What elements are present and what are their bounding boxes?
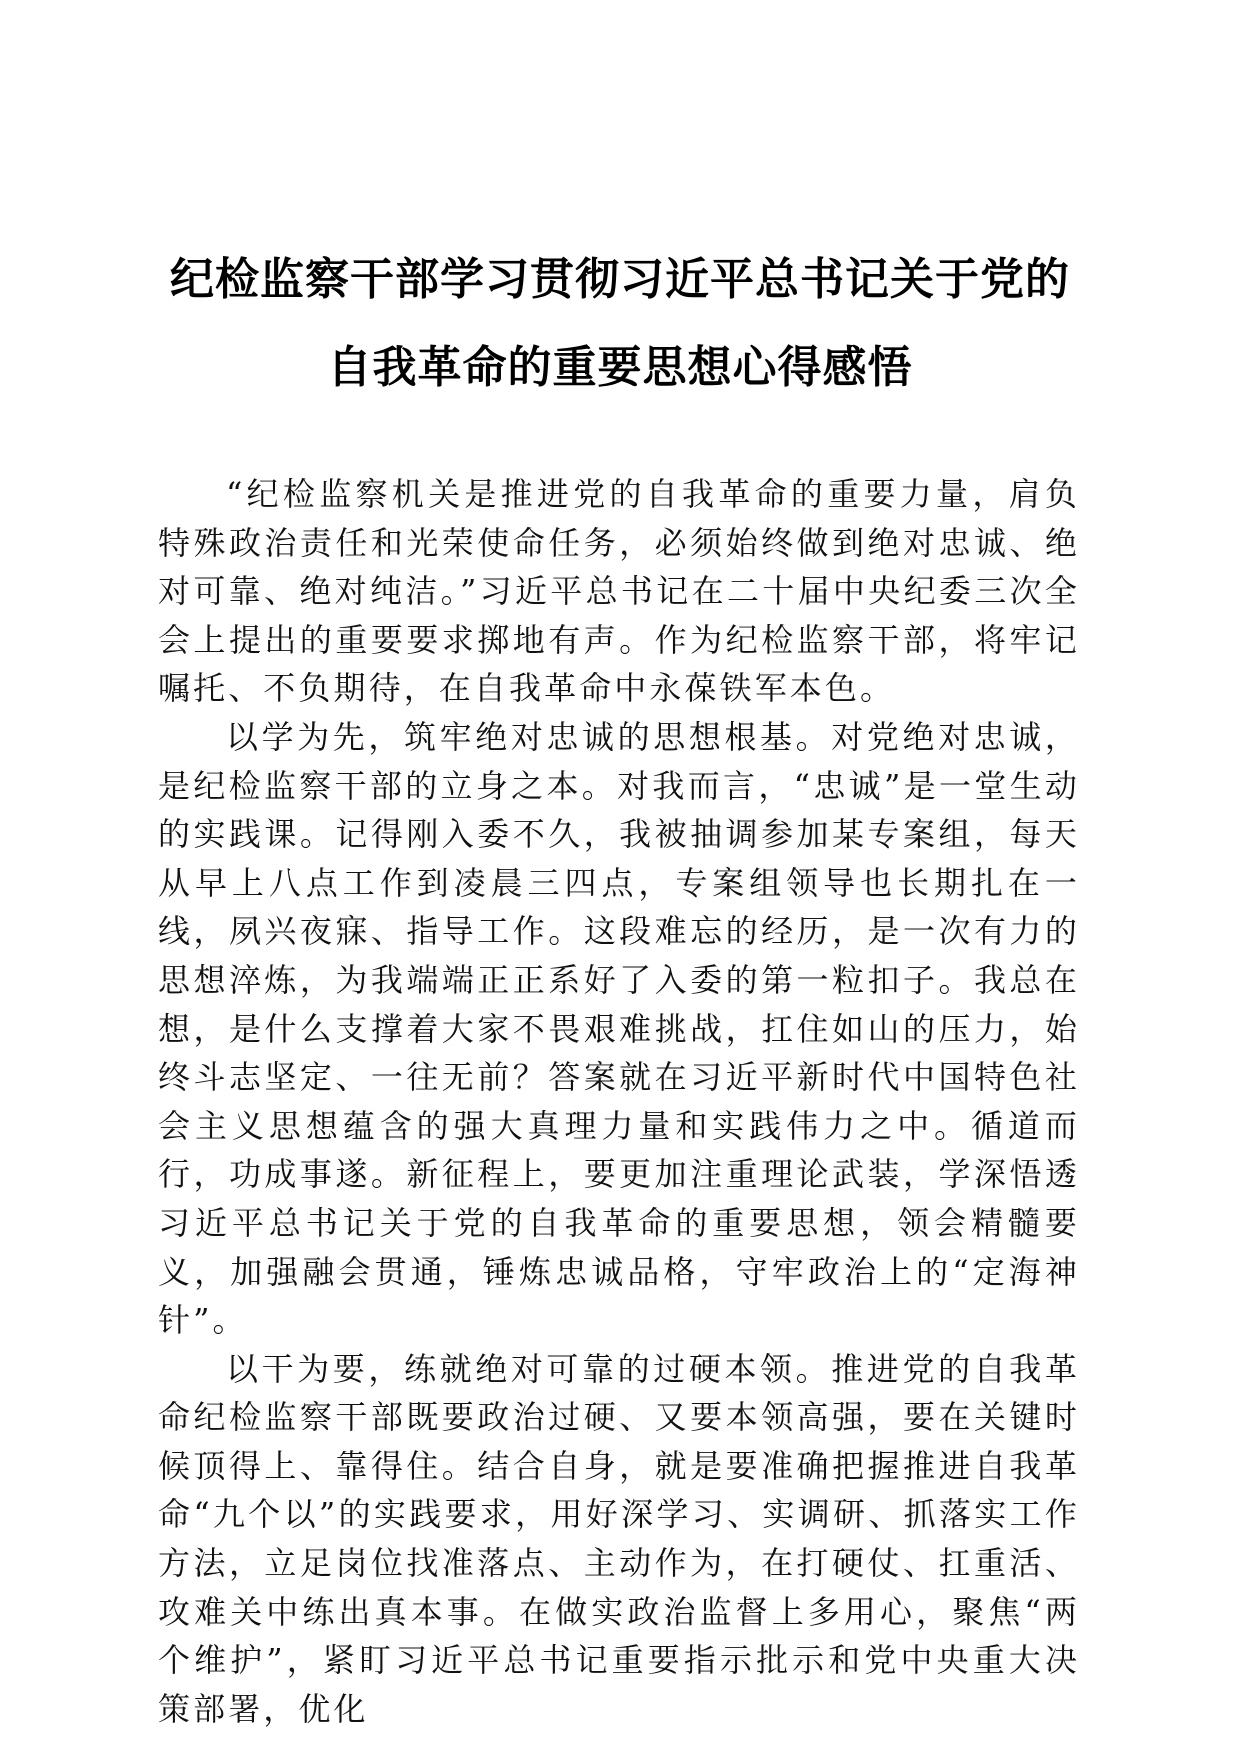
title-line-1: 纪检监察干部学习贯彻习近平总书记关于党的 — [170, 254, 1070, 305]
paragraph-intro: “纪检监察机关是推进党的自我革命的重要力量，肩负特殊政治责任和光荣使命任务，必须始终做到绝对忠诚、绝对可靠、绝对纯洁。”习近平总书记在二十届中央纪委三次全会上提出的重要要求掷地有声。作为纪检监察干部，将牢记嘱托、不负期待，在自我革命中永葆铁军本色。 — [158, 475, 1080, 708]
document-title — [150, 236, 1090, 412]
paragraph-reliability: 以干为要，练就绝对可靠的过硬本领。推进党的自我革命纪检监察干部既要政治过硬、又要本领高强，要在关键时候顶得上、靠得住。结合自身，就是要准确把握推进自我革命“九个以”的实践要求，用好深学习、实调研、抓落实工作方法，立足岗位找准落点、主动作为，在打硬仗、扛重活、攻难关中练出真本事。在做实政治监督上多用心，聚焦“两个维护”，紧盯习近平总书记重要指示批示和党中央重大决策部署，优化 — [158, 1349, 1080, 1728]
paragraph-loyalty: 以学为先，筑牢绝对忠诚的思想根基。对党绝对忠诚，是纪检监察干部的立身之本。对我而言，“忠诚”是一堂生动的实践课。记得刚入委不久，我被抽调参加某专案组，每天从早上八点工作到凌晨三四点，专案组领导也长期扎在一线，夙兴夜寐、指导工作。这段难忘的经历，是一次有力的思想淬炼，为我端端正正系好了入委的第一粒扣子。我总在想，是什么支撑着大家不畏艰难挑战，扛住如山的压力，始终斗志坚定、一往无前？答案就在习近平新时代中国特色社会主义思想蕴含的强大真理力量和实践伟力之中。循道而行，功成事遂。新征程上，要更加注重理论武装，学深悟透习近平总书记关于党的自我革命的重要思想，领会精髓要义，加强融会贯通，锤炼忠诚品格，守牢政治上的“定海神针”。 — [158, 717, 1080, 1340]
document-body — [158, 470, 1080, 1733]
title-line-2: 自我革命的重要思想心得感悟 — [327, 342, 913, 393]
